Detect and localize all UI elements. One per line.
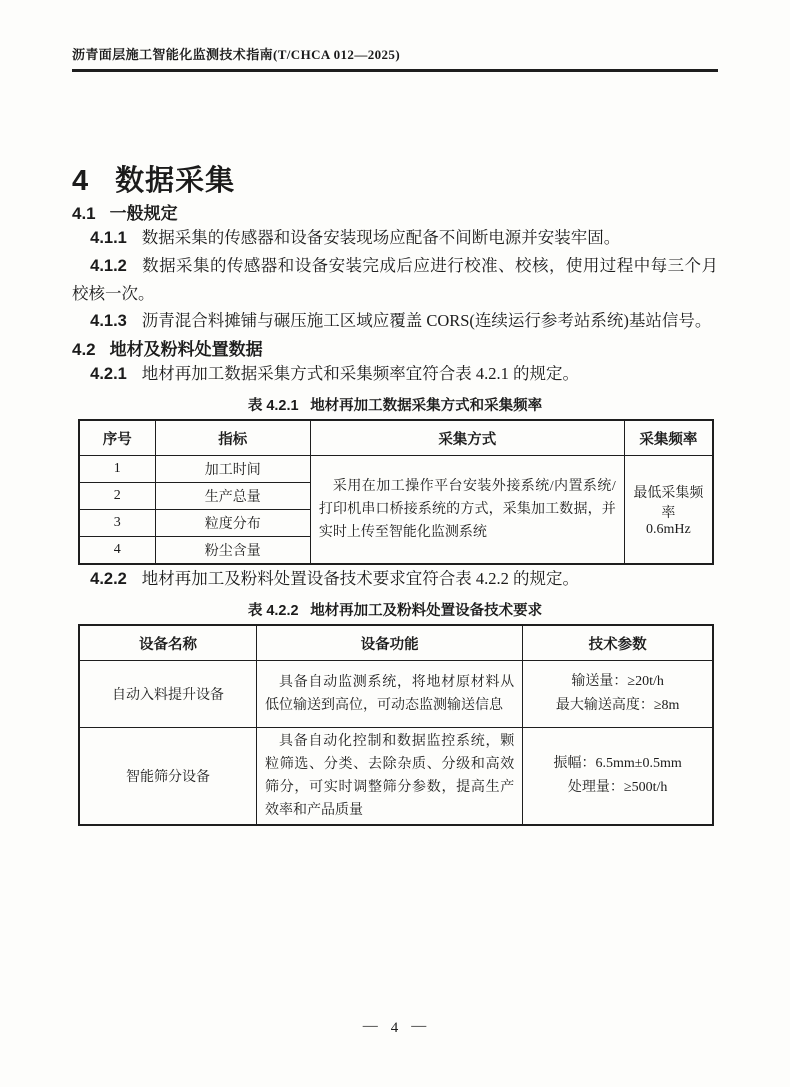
- column-header-tech-params: 技术参数: [523, 625, 713, 661]
- table-4-2-1-caption-number: 表 4.2.1: [247, 398, 299, 414]
- table-4-2-2-caption-title: 地材再加工及粉料处置设备技术要求: [310, 603, 543, 619]
- clause-4-1-2-text: 数据采集的传感器和设备安装完成后应进行校准、校核，使用过程中每三个月校核一次。: [72, 256, 718, 303]
- clause-4-1-3-number: 4.1.3: [90, 312, 127, 330]
- clause-4-1-2-number: 4.1.2: [90, 257, 127, 275]
- footer-page-number: 4: [390, 1020, 400, 1036]
- column-header-method: 采集方式: [310, 420, 624, 456]
- clause-4-2-2: [72, 565, 718, 593]
- param-line: 振幅：6.5mm±0.5mm: [553, 756, 682, 771]
- table-4-2-1-caption: [72, 394, 718, 415]
- chapter-title: 数据采集: [115, 165, 236, 197]
- clause-4-1-3-text: 沥青混合料摊铺与碾压施工区域应覆盖 CORS(连续运行参考站系统)基站信号。: [141, 311, 712, 330]
- clause-4-1-1-text: 数据采集的传感器和设备安装现场应配备不间断电源并安装牢固。: [141, 228, 621, 247]
- chapter-number: 4: [72, 165, 90, 197]
- clause-4-1-1: [72, 224, 718, 252]
- cell-seq-4: 4: [79, 537, 155, 565]
- cell-device-name-2: 智能筛分设备: [79, 728, 257, 826]
- column-header-metric: 指标: [155, 420, 310, 456]
- section-heading-4-2: [72, 335, 718, 360]
- cell-metric-3: 粒度分布: [155, 510, 310, 537]
- column-header-device-name: 设备名称: [79, 625, 257, 661]
- cell-device-function-1: 具备自动监测系统，将地材原材料从低位输送到高位，可动态监测输送信息: [257, 661, 523, 728]
- section-4-2-title: 地材及粉料处置数据: [109, 340, 263, 359]
- clause-4-1-2: [72, 252, 718, 307]
- cell-collection-frequency: [624, 456, 713, 565]
- chapter-heading: [72, 158, 718, 199]
- footer-right-dash: —: [411, 1018, 428, 1034]
- table-4-2-2-caption: [72, 599, 718, 620]
- footer-left-dash: —: [362, 1018, 379, 1034]
- clause-4-2-1-number: 4.2.1: [90, 365, 127, 383]
- frequency-line-2: 0.6mHz: [646, 521, 691, 537]
- param-line: 处理量：≥500t/h: [567, 780, 668, 795]
- clause-4-2-1-text: 地材再加工数据采集方式和采集频率宜符合表 4.2.1 的规定。: [141, 364, 579, 383]
- clause-4-2-2-number: 4.2.2: [90, 570, 127, 588]
- clause-4-1-1-number: 4.1.1: [90, 229, 127, 247]
- table-row: [79, 728, 713, 826]
- clause-4-2-2-text: 地材再加工及粉料处置设备技术要求宜符合表 4.2.2 的规定。: [141, 569, 579, 588]
- clause-4-1-3: [72, 307, 718, 335]
- section-4-1-number: 4.1: [72, 204, 96, 223]
- cell-collection-method: 采用在加工操作平台安装外接系统/内置系统/打印机串口桥接系统的方式，采集加工数据，并实时上传至智能化监测系统: [310, 456, 624, 565]
- section-heading-4-1: [72, 199, 718, 224]
- header-rule: [72, 69, 718, 72]
- cell-seq-2: 2: [79, 483, 155, 510]
- section-4-1-title: 一般规定: [109, 204, 178, 223]
- column-header-frequency: 采集频率: [624, 420, 713, 456]
- table-4-2-2-caption-number: 表 4.2.2: [247, 603, 299, 619]
- table-4-2-2: [78, 624, 714, 826]
- page-footer: [0, 1020, 790, 1037]
- table-row: [79, 661, 713, 728]
- column-header-seq: 序号: [79, 420, 155, 456]
- cell-tech-params-1: [523, 661, 713, 728]
- table-4-2-1: [78, 419, 714, 565]
- cell-seq-1: 1: [79, 456, 155, 483]
- frequency-line-1: 最低采集频率: [633, 485, 704, 521]
- table-4-2-1-caption-title: 地材再加工数据采集方式和采集频率: [310, 398, 543, 414]
- cell-device-function-2: 具备自动化控制和数据监控系统，颗粒筛选、分类、去除杂质、分级和高效筛分，可实时调整筛分参数，提高生产效率和产品质量: [257, 728, 523, 826]
- section-4-2-number: 4.2: [72, 340, 96, 359]
- cell-metric-4: 粉尘含量: [155, 537, 310, 565]
- cell-metric-2: 生产总量: [155, 483, 310, 510]
- column-header-device-function: 设备功能: [257, 625, 523, 661]
- table-4-2-2-header-row: [79, 625, 713, 661]
- param-line: 输送量：≥20t/h: [571, 674, 664, 689]
- running-header: 沥青面层施工智能化监测技术指南(T/CHCA 012—2025): [72, 47, 401, 62]
- table-4-2-1-header-row: [79, 420, 713, 456]
- cell-device-name-1: 自动入料提升设备: [79, 661, 257, 728]
- clause-4-2-1: [72, 360, 718, 388]
- cell-seq-3: 3: [79, 510, 155, 537]
- param-line: 最大输送高度：≥8m: [555, 698, 680, 713]
- cell-metric-1: 加工时间: [155, 456, 310, 483]
- cell-tech-params-2: [523, 728, 713, 826]
- table-row: [79, 456, 713, 483]
